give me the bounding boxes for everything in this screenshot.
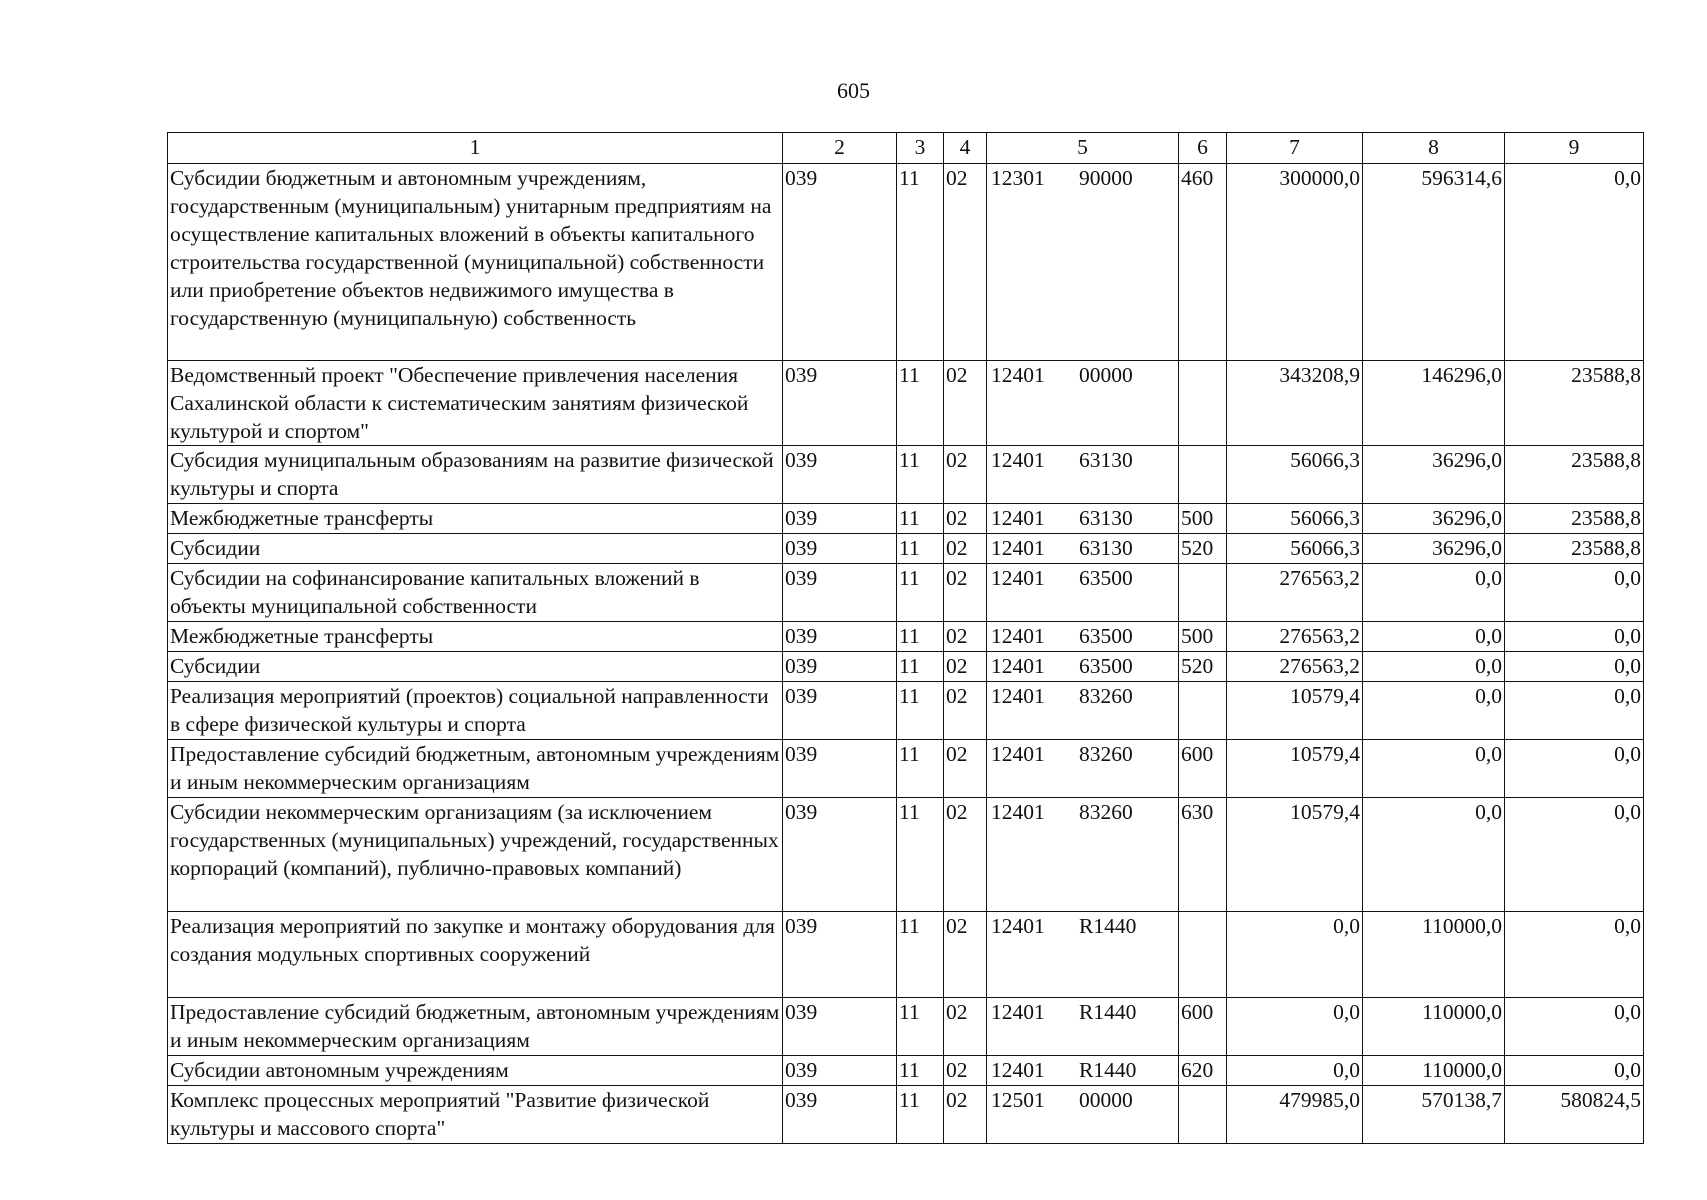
row-ministry-code: 039 — [783, 682, 897, 740]
row-subsection-code: 02 — [944, 682, 987, 740]
row-subsection-code: 02 — [944, 534, 987, 564]
row-target-code-direction: 63130 — [1079, 506, 1133, 530]
row-section-code: 11 — [897, 1086, 944, 1144]
row-amount-col-7: 10579,4 — [1227, 740, 1363, 798]
row-amount-col-8: 0,0 — [1363, 622, 1505, 652]
row-target-code-program: 12301 — [991, 166, 1045, 190]
row-target-code-program: 12401 — [991, 363, 1045, 387]
row-ministry-code: 039 — [783, 652, 897, 682]
table-row — [168, 622, 1644, 652]
row-amount-col-9: 23588,8 — [1505, 446, 1644, 504]
table-row — [168, 564, 1644, 622]
table-row — [168, 1086, 1644, 1144]
row-ministry-code: 039 — [783, 622, 897, 652]
row-amount-col-8: 110000,0 — [1363, 998, 1505, 1056]
row-amount-col-8: 110000,0 — [1363, 912, 1505, 998]
row-target-code — [987, 912, 1179, 998]
row-expense-type: 520 — [1179, 534, 1227, 564]
row-name: Субсидии автономным учреждениям — [168, 1056, 783, 1086]
row-section-code: 11 — [897, 798, 944, 912]
row-amount-col-7: 56066,3 — [1227, 504, 1363, 534]
row-subsection-code: 02 — [944, 622, 987, 652]
row-target-code-program: 12401 — [991, 536, 1045, 560]
row-target-code — [987, 361, 1179, 446]
row-target-code-direction: R1440 — [1079, 1000, 1137, 1024]
row-amount-col-7: 276563,2 — [1227, 564, 1363, 622]
row-section-code: 11 — [897, 652, 944, 682]
row-section-code: 11 — [897, 504, 944, 534]
row-ministry-code: 039 — [783, 998, 897, 1056]
budget-table — [167, 132, 1644, 1144]
row-expense-type: 600 — [1179, 740, 1227, 798]
row-amount-col-9: 0,0 — [1505, 998, 1644, 1056]
row-amount-col-9: 23588,8 — [1505, 361, 1644, 446]
row-ministry-code: 039 — [783, 564, 897, 622]
row-name: Межбюджетные трансферты — [168, 622, 783, 652]
row-amount-col-7: 10579,4 — [1227, 682, 1363, 740]
row-ministry-code: 039 — [783, 1056, 897, 1086]
row-target-code — [987, 998, 1179, 1056]
row-amount-col-9: 0,0 — [1505, 798, 1644, 912]
table-row — [168, 998, 1644, 1056]
row-expense-type — [1179, 912, 1227, 998]
header-col-6: 6 — [1179, 133, 1227, 164]
row-name: Комплекс процессных мероприятий "Развитие физической культуры и массового спорта" — [168, 1086, 783, 1144]
row-amount-col-8: 0,0 — [1363, 740, 1505, 798]
row-name: Субсидии бюджетным и автономным учреждениям, государственным (муниципальным) унитарным предприятиям на осуществление капитальных вложений в объекты капитального строительства государственной (муниципальной) собственности или приобретение объектов недвижимого имущества в государственную (муниципальную) собственность — [168, 164, 783, 361]
row-amount-col-7: 479985,0 — [1227, 1086, 1363, 1144]
row-amount-col-7: 0,0 — [1227, 912, 1363, 998]
row-section-code: 11 — [897, 564, 944, 622]
row-section-code: 11 — [897, 682, 944, 740]
row-target-code — [987, 740, 1179, 798]
row-amount-col-9: 0,0 — [1505, 164, 1644, 361]
row-ministry-code: 039 — [783, 164, 897, 361]
row-expense-type: 460 — [1179, 164, 1227, 361]
table-row — [168, 504, 1644, 534]
row-subsection-code: 02 — [944, 652, 987, 682]
row-ministry-code: 039 — [783, 740, 897, 798]
row-expense-type: 600 — [1179, 998, 1227, 1056]
row-subsection-code: 02 — [944, 740, 987, 798]
row-amount-col-8: 0,0 — [1363, 682, 1505, 740]
row-name: Реализация мероприятий по закупке и монтажу оборудования для создания модульных спортивных сооружений — [168, 912, 783, 998]
row-subsection-code: 02 — [944, 1056, 987, 1086]
row-target-code-program: 12401 — [991, 1000, 1045, 1024]
row-amount-col-7: 0,0 — [1227, 998, 1363, 1056]
row-target-code-direction: 63500 — [1079, 566, 1133, 590]
row-amount-col-8: 36296,0 — [1363, 504, 1505, 534]
row-expense-type: 500 — [1179, 504, 1227, 534]
row-amount-col-9: 0,0 — [1505, 682, 1644, 740]
row-subsection-code: 02 — [944, 798, 987, 912]
row-section-code: 11 — [897, 740, 944, 798]
row-target-code-direction: 00000 — [1079, 1088, 1133, 1112]
row-target-code-direction: 63130 — [1079, 448, 1133, 472]
row-ministry-code: 039 — [783, 361, 897, 446]
row-amount-col-9: 0,0 — [1505, 740, 1644, 798]
row-target-code-direction: R1440 — [1079, 914, 1137, 938]
row-name: Субсидии — [168, 534, 783, 564]
table-row — [168, 740, 1644, 798]
row-section-code: 11 — [897, 998, 944, 1056]
header-col-2: 2 — [783, 133, 897, 164]
row-amount-col-7: 56066,3 — [1227, 534, 1363, 564]
row-subsection-code: 02 — [944, 504, 987, 534]
header-col-8: 8 — [1363, 133, 1505, 164]
row-target-code-program: 12401 — [991, 448, 1045, 472]
row-amount-col-8: 36296,0 — [1363, 446, 1505, 504]
header-col-1: 1 — [168, 133, 783, 164]
row-amount-col-7: 0,0 — [1227, 1056, 1363, 1086]
row-section-code: 11 — [897, 912, 944, 998]
row-amount-col-8: 0,0 — [1363, 798, 1505, 912]
row-name: Субсидии на софинансирование капитальных вложений в объекты муниципальной собственности — [168, 564, 783, 622]
row-amount-col-8: 570138,7 — [1363, 1086, 1505, 1144]
row-expense-type: 630 — [1179, 798, 1227, 912]
header-col-4: 4 — [944, 133, 987, 164]
row-subsection-code: 02 — [944, 164, 987, 361]
table-row — [168, 912, 1644, 998]
row-section-code: 11 — [897, 1056, 944, 1086]
table-row — [168, 798, 1644, 912]
row-amount-col-9: 0,0 — [1505, 1056, 1644, 1086]
row-name: Реализация мероприятий (проектов) социальной направленности в сфере физической культуры и спорта — [168, 682, 783, 740]
row-expense-type: 520 — [1179, 652, 1227, 682]
header-row — [168, 133, 1644, 164]
row-ministry-code: 039 — [783, 912, 897, 998]
row-target-code-program: 12401 — [991, 800, 1045, 824]
row-target-code-program: 12401 — [991, 624, 1045, 648]
row-target-code — [987, 164, 1179, 361]
row-target-code — [987, 798, 1179, 912]
header-col-5: 5 — [987, 133, 1179, 164]
row-amount-col-7: 343208,9 — [1227, 361, 1363, 446]
header-col-7: 7 — [1227, 133, 1363, 164]
row-target-code — [987, 1056, 1179, 1086]
row-ministry-code: 039 — [783, 504, 897, 534]
row-subsection-code: 02 — [944, 998, 987, 1056]
row-target-code-program: 12401 — [991, 914, 1045, 938]
row-ministry-code: 039 — [783, 446, 897, 504]
row-target-code-program: 12401 — [991, 1058, 1045, 1082]
row-expense-type — [1179, 361, 1227, 446]
row-target-code — [987, 652, 1179, 682]
row-amount-col-8: 0,0 — [1363, 652, 1505, 682]
row-name: Субсидии некоммерческим организациям (за исключением государственных (муниципальных) учреждений, государственных корпораций (компаний), публично-правовых компаний) — [168, 798, 783, 912]
row-name: Межбюджетные трансферты — [168, 504, 783, 534]
row-target-code — [987, 622, 1179, 652]
row-target-code-direction: 00000 — [1079, 363, 1133, 387]
row-target-code-direction: 83260 — [1079, 684, 1133, 708]
row-amount-col-7: 276563,2 — [1227, 652, 1363, 682]
row-amount-col-8: 36296,0 — [1363, 534, 1505, 564]
row-ministry-code: 039 — [783, 534, 897, 564]
row-ministry-code: 039 — [783, 798, 897, 912]
row-target-code-direction: 83260 — [1079, 800, 1133, 824]
page-number: 605 — [837, 78, 870, 103]
row-name: Предоставление субсидий бюджетным, автономным учреждениям и иным некоммерческим организациям — [168, 740, 783, 798]
row-target-code-direction: 63500 — [1079, 654, 1133, 678]
row-amount-col-7: 10579,4 — [1227, 798, 1363, 912]
row-amount-col-7: 56066,3 — [1227, 446, 1363, 504]
row-name: Субсидия муниципальным образованиям на развитие физической культуры и спорта — [168, 446, 783, 504]
table-row — [168, 164, 1644, 361]
table-row — [168, 652, 1644, 682]
row-target-code-program: 12401 — [991, 566, 1045, 590]
row-ministry-code: 039 — [783, 1086, 897, 1144]
row-target-code-program: 12401 — [991, 506, 1045, 530]
table-body — [168, 164, 1644, 1144]
row-amount-col-8: 146296,0 — [1363, 361, 1505, 446]
table-row — [168, 682, 1644, 740]
row-subsection-code: 02 — [944, 564, 987, 622]
row-target-code-direction: R1440 — [1079, 1058, 1137, 1082]
row-expense-type — [1179, 682, 1227, 740]
row-target-code-direction: 83260 — [1079, 742, 1133, 766]
row-target-code — [987, 564, 1179, 622]
row-subsection-code: 02 — [944, 1086, 987, 1144]
row-expense-type — [1179, 564, 1227, 622]
row-name: Субсидии — [168, 652, 783, 682]
row-section-code: 11 — [897, 622, 944, 652]
table-row — [168, 1056, 1644, 1086]
row-section-code: 11 — [897, 534, 944, 564]
row-section-code: 11 — [897, 446, 944, 504]
row-expense-type: 620 — [1179, 1056, 1227, 1086]
header-col-3: 3 — [897, 133, 944, 164]
row-section-code: 11 — [897, 164, 944, 361]
row-amount-col-7: 300000,0 — [1227, 164, 1363, 361]
row-amount-col-9: 0,0 — [1505, 652, 1644, 682]
row-amount-col-9: 0,0 — [1505, 622, 1644, 652]
row-amount-col-8: 596314,6 — [1363, 164, 1505, 361]
row-target-code-program: 12401 — [991, 684, 1045, 708]
table-row — [168, 534, 1644, 564]
row-amount-col-7: 276563,2 — [1227, 622, 1363, 652]
row-target-code — [987, 1086, 1179, 1144]
table-row — [168, 361, 1644, 446]
row-target-code — [987, 446, 1179, 504]
row-name: Предоставление субсидий бюджетным, автономным учреждениям и иным некоммерческим организациям — [168, 998, 783, 1056]
row-target-code — [987, 534, 1179, 564]
row-amount-col-9: 23588,8 — [1505, 534, 1644, 564]
row-target-code — [987, 504, 1179, 534]
row-target-code-direction: 63500 — [1079, 624, 1133, 648]
row-amount-col-9: 580824,5 — [1505, 1086, 1644, 1144]
row-target-code-program: 12401 — [991, 742, 1045, 766]
header-col-9: 9 — [1505, 133, 1644, 164]
row-expense-type: 500 — [1179, 622, 1227, 652]
row-amount-col-8: 0,0 — [1363, 564, 1505, 622]
row-target-code-direction: 90000 — [1079, 166, 1133, 190]
row-amount-col-9: 23588,8 — [1505, 504, 1644, 534]
row-amount-col-9: 0,0 — [1505, 564, 1644, 622]
row-name: Ведомственный проект "Обеспечение привлечения населения Сахалинской области к систематическим занятиям физической культурой и спортом" — [168, 361, 783, 446]
row-subsection-code: 02 — [944, 361, 987, 446]
row-amount-col-9: 0,0 — [1505, 912, 1644, 998]
row-section-code: 11 — [897, 361, 944, 446]
row-expense-type — [1179, 1086, 1227, 1144]
row-target-code — [987, 682, 1179, 740]
row-expense-type — [1179, 446, 1227, 504]
row-target-code-program: 12401 — [991, 654, 1045, 678]
row-target-code-direction: 63130 — [1079, 536, 1133, 560]
row-subsection-code: 02 — [944, 912, 987, 998]
row-target-code-program: 12501 — [991, 1088, 1045, 1112]
row-amount-col-8: 110000,0 — [1363, 1056, 1505, 1086]
row-subsection-code: 02 — [944, 446, 987, 504]
table-row — [168, 446, 1644, 504]
